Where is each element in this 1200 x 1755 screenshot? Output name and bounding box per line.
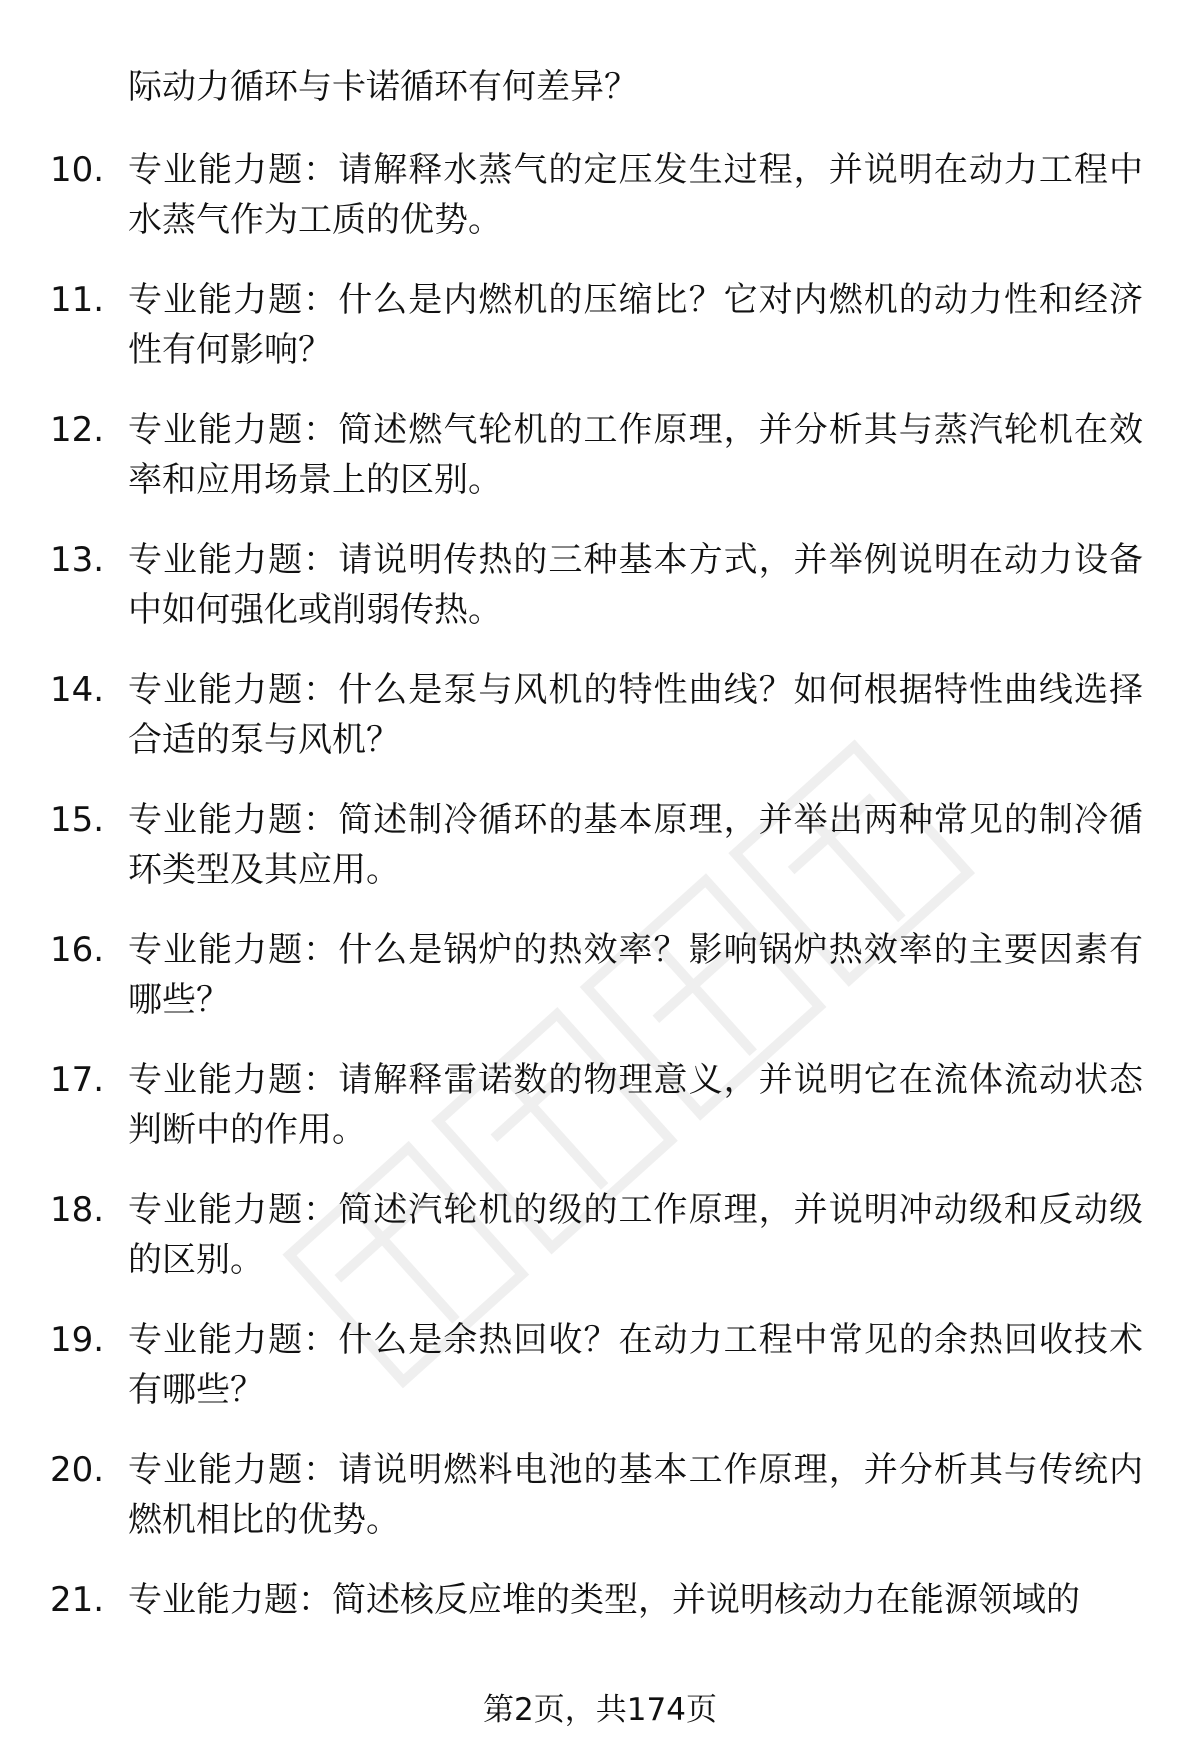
- question-text: 专业能力题：请解释水蒸气的定压发生过程，并说明在动力工程中水蒸气作为工质的优势。: [128, 150, 1143, 240]
- question-number: 10.: [50, 150, 105, 190]
- question-item: [0, 1575, 1200, 1705]
- question-number: 21.: [50, 1580, 105, 1620]
- question-item: [0, 1445, 1200, 1575]
- question-text: 专业能力题：简述核反应堆的类型，并说明核动力在能源领域的: [128, 1580, 1080, 1620]
- question-text: 专业能力题：请说明燃料电池的基本工作原理，并分析其与传统内燃机相比的优势。: [128, 1450, 1143, 1540]
- question-number: 20.: [50, 1450, 105, 1490]
- question-number: 16.: [50, 930, 105, 970]
- question-text: 专业能力题：什么是泵与风机的特性曲线？如何根据特性曲线选择合适的泵与风机？: [128, 670, 1143, 760]
- question-number: 12.: [50, 410, 105, 450]
- question-text: 专业能力题：简述制冷循环的基本原理，并举出两种常见的制冷循环类型及其应用。: [128, 800, 1143, 890]
- question-text: 专业能力题：什么是余热回收？在动力工程中常见的余热回收技术有哪些？: [128, 1320, 1143, 1410]
- question-number: 18.: [50, 1190, 105, 1230]
- question-text: 专业能力题：请解释雷诺数的物理意义，并说明它在流体流动状态判断中的作用。: [128, 1060, 1143, 1150]
- question-item: [0, 1055, 1200, 1185]
- question-text: 专业能力题：简述汽轮机的级的工作原理，并说明冲动级和反动级的区别。: [128, 1190, 1143, 1280]
- question-item: [0, 275, 1200, 405]
- question-number: 14.: [50, 670, 105, 710]
- question-text: 专业能力题：请说明传热的三种基本方式，并举例说明在动力设备中如何强化或削弱传热。: [128, 540, 1143, 630]
- question-number: 15.: [50, 800, 105, 840]
- question-item: [0, 405, 1200, 535]
- question-text: 专业能力题：简述燃气轮机的工作原理，并分析其与蒸汽轮机在效率和应用场景上的区别。: [128, 410, 1143, 500]
- continuation-text: 际动力循环与卡诺循环有何差异？: [128, 67, 638, 107]
- question-number: 19.: [50, 1320, 105, 1360]
- question-item: [0, 535, 1200, 665]
- question-item: [0, 795, 1200, 925]
- question-number: 13.: [50, 540, 105, 580]
- page-footer: 第2页，共174页: [483, 1692, 717, 1728]
- question-list: [0, 145, 1200, 1705]
- question-text: 专业能力题：什么是内燃机的压缩比？它对内燃机的动力性和经济性有何影响？: [128, 280, 1143, 370]
- question-item: [0, 145, 1200, 275]
- question-item: [0, 925, 1200, 1055]
- question-number: 11.: [50, 280, 105, 320]
- question-text: 专业能力题：什么是锅炉的热效率？影响锅炉热效率的主要因素有哪些？: [128, 930, 1143, 1020]
- question-item: [0, 1315, 1200, 1445]
- question-item: [0, 665, 1200, 795]
- question-item: [0, 1185, 1200, 1315]
- question-number: 17.: [50, 1060, 105, 1100]
